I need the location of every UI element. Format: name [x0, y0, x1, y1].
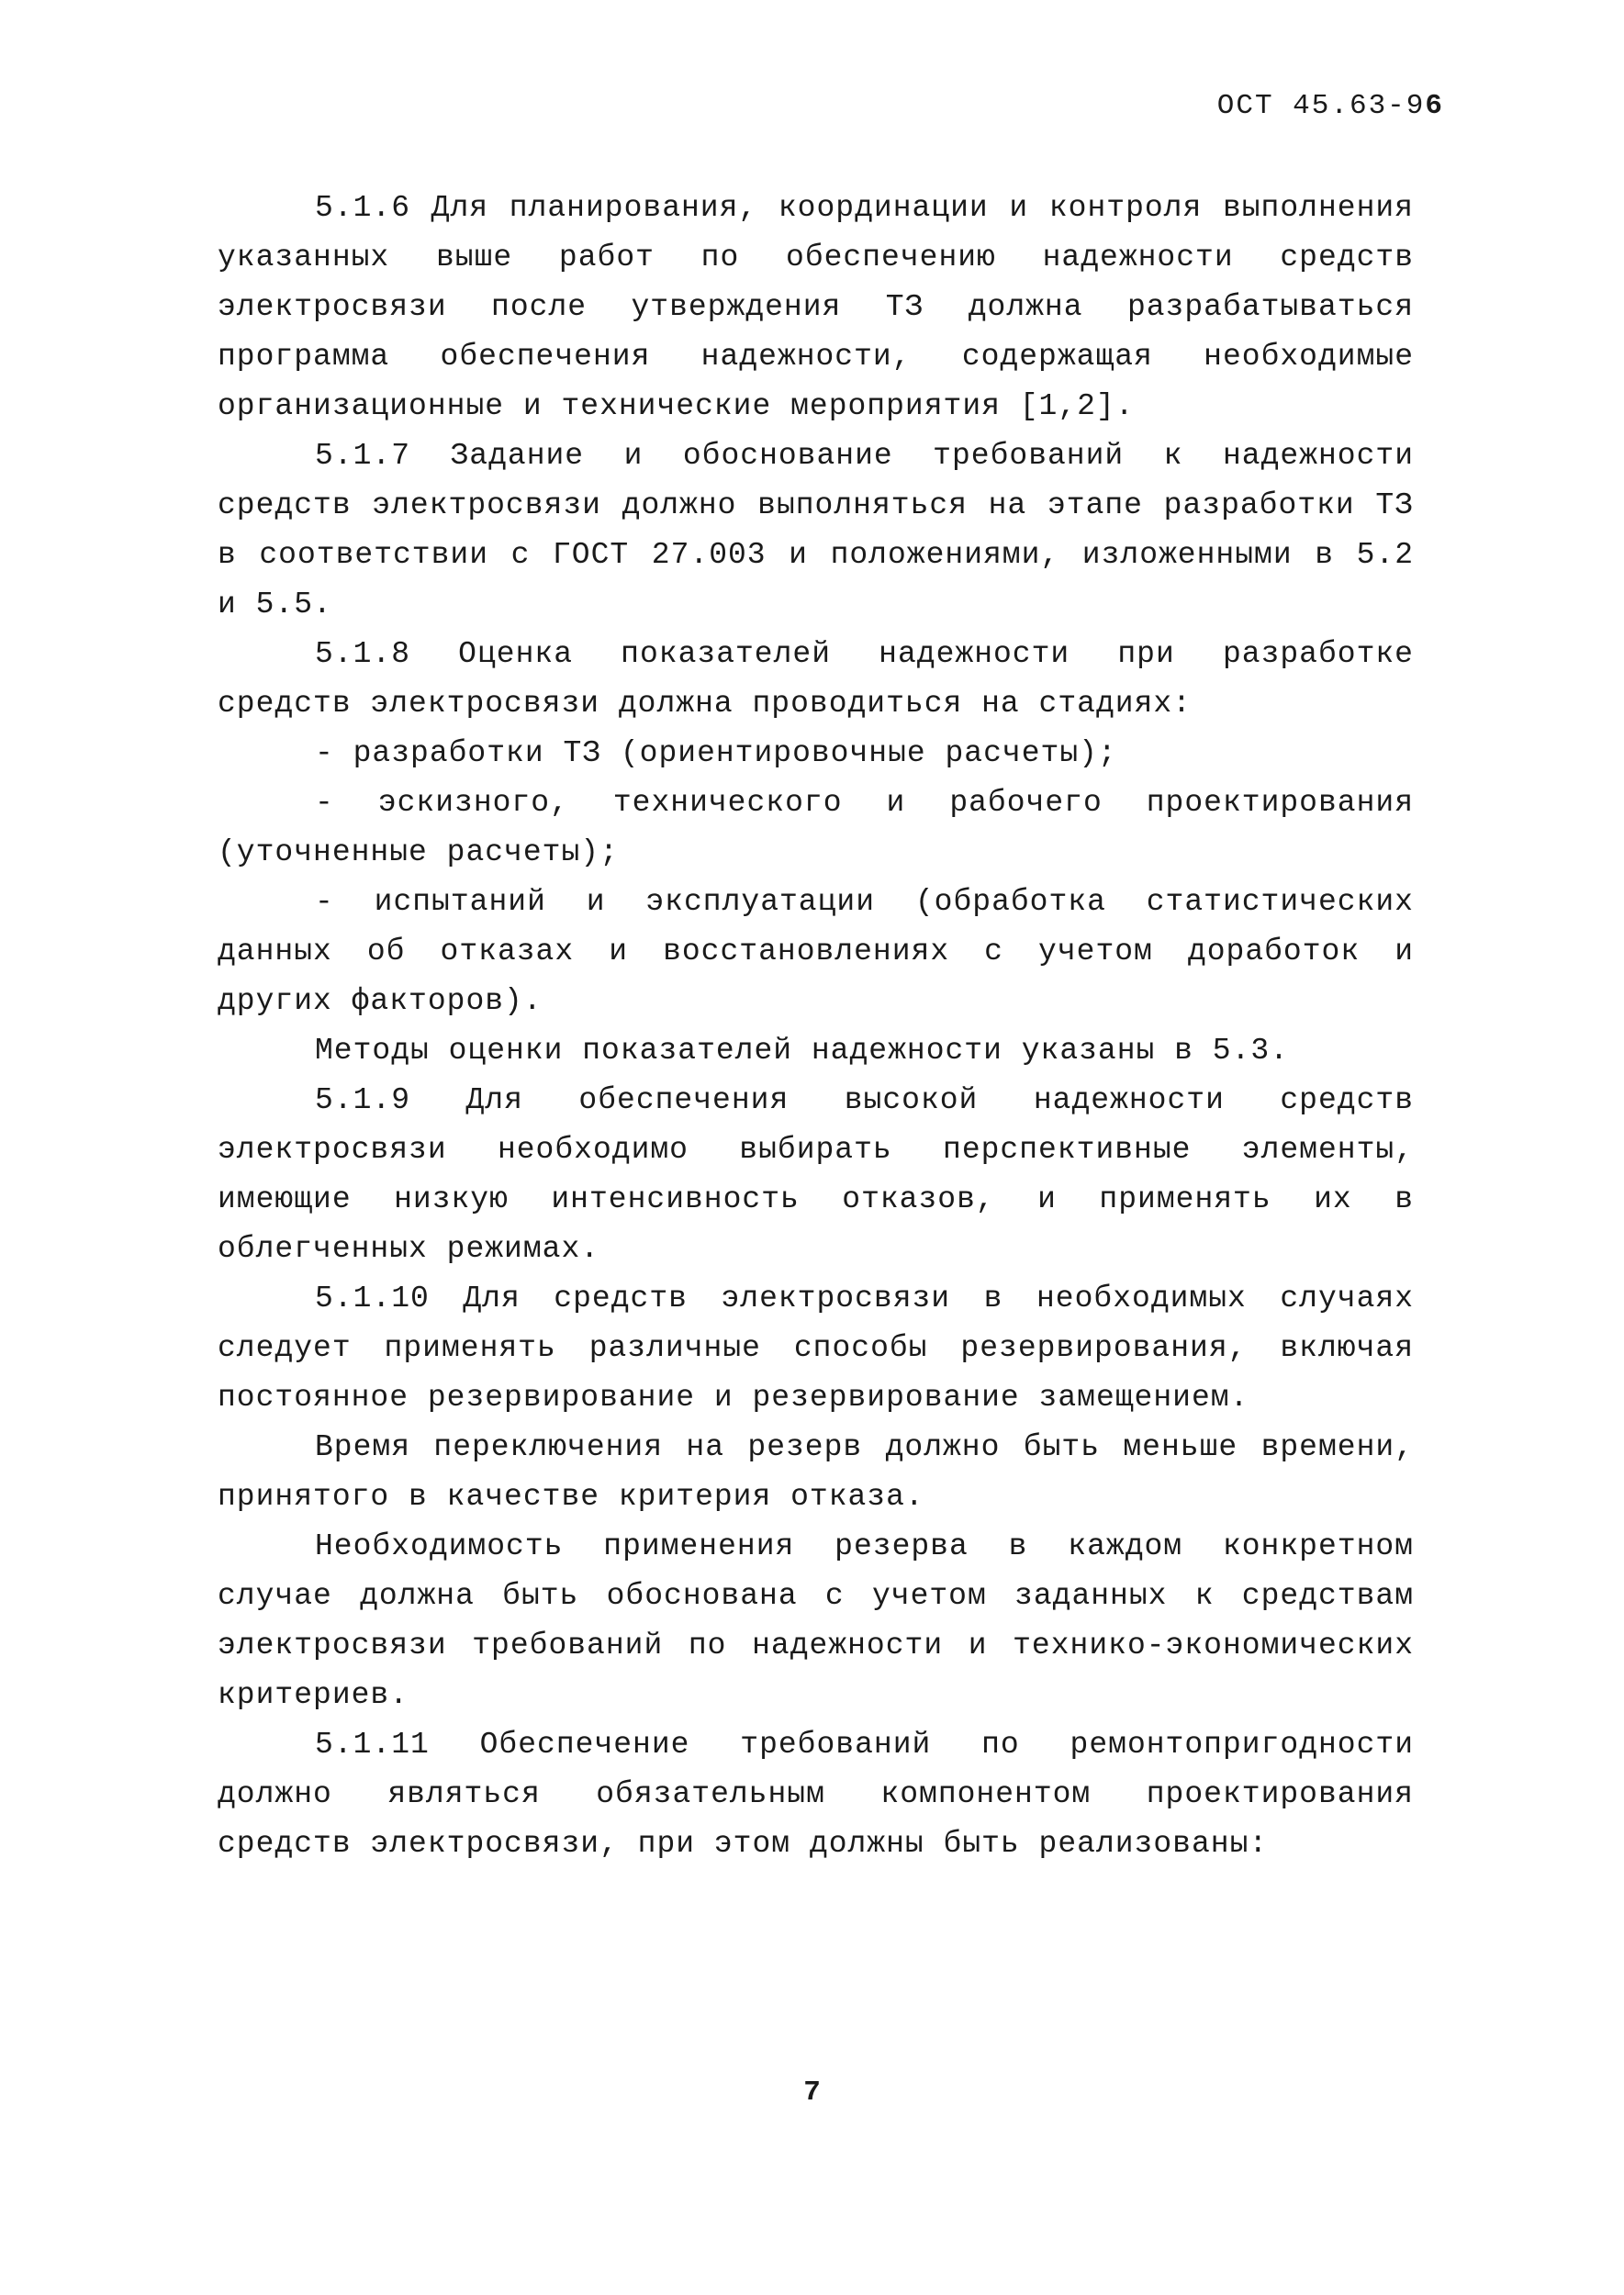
paragraph-5-1-8: 5.1.8 Оценка показателей надежности при разработке средств электросвязи должна проводиться на стадиях:	[218, 637, 1414, 721]
document-code-revision: 6	[1425, 90, 1444, 122]
paragraph-5-1-10: 5.1.10 Для средств электросвязи в необходимых случаях следует применять различные способы резервирования, включая постоянное резервирование и резервирование замещением.	[218, 1282, 1414, 1415]
page-number: 7	[803, 2077, 821, 2109]
document-code-header	[1217, 90, 1444, 122]
paragraph-switch-time: Время переключения на резерв должно быть меньше времени, принятого в качестве критерия отказа.	[218, 1430, 1414, 1514]
paragraph-5-1-11: 5.1.11 Обеспечение требований по ремонтопригодности должно являться обязательным компонентом проектирования средств электросвязи, при этом должны быть реализованы:	[218, 1728, 1414, 1861]
list-item-stage-testing: - испытаний и эксплуатации (обработка статистических данных об отказах и восстановлениях с учетом доработок и других факторов).	[218, 885, 1414, 1018]
paragraph-5-1-9: 5.1.9 Для обеспечения высокой надежности средств электросвязи необходимо выбирать перспективные элементы, имеющие низкую интенсивность отказов, и применять их в облегченных режимах.	[218, 1083, 1414, 1266]
list-item-stage-design: - эскизного, технического и рабочего проектирования (уточненные расчеты);	[218, 786, 1414, 869]
paragraph-reserve-necessity: Необходимость применения резерва в каждом конкретном случае должна быть обоснована с учетом заданных к средствам электросвязи требований по надежности и технико-экономических критериев.	[218, 1529, 1414, 1712]
paragraph-5-1-6: 5.1.6 Для планирования, координации и контроля выполнения указанных выше работ по обеспечению надежности средств электросвязи после утверждения ТЗ должна разрабатываться программа обеспечения надежности, содержащая необходимые организационные и технические мероприятия [1,2].	[218, 191, 1414, 423]
document-body	[218, 184, 1414, 1869]
paragraph-5-1-7: 5.1.7 Задание и обоснование требований к надежности средств электросвязи должно выполняться на этапе разработки ТЗ в соответствии с ГОСТ 27.003 и положениями, изложенными в 5.2 и 5.5.	[218, 439, 1414, 621]
list-item-stage-tz: - разработки ТЗ (ориентировочные расчеты);	[315, 736, 1117, 770]
document-code: ОСТ 45.63-9	[1216, 90, 1426, 122]
paragraph-methods: Методы оценки показателей надежности указаны в 5.3.	[315, 1034, 1289, 1068]
